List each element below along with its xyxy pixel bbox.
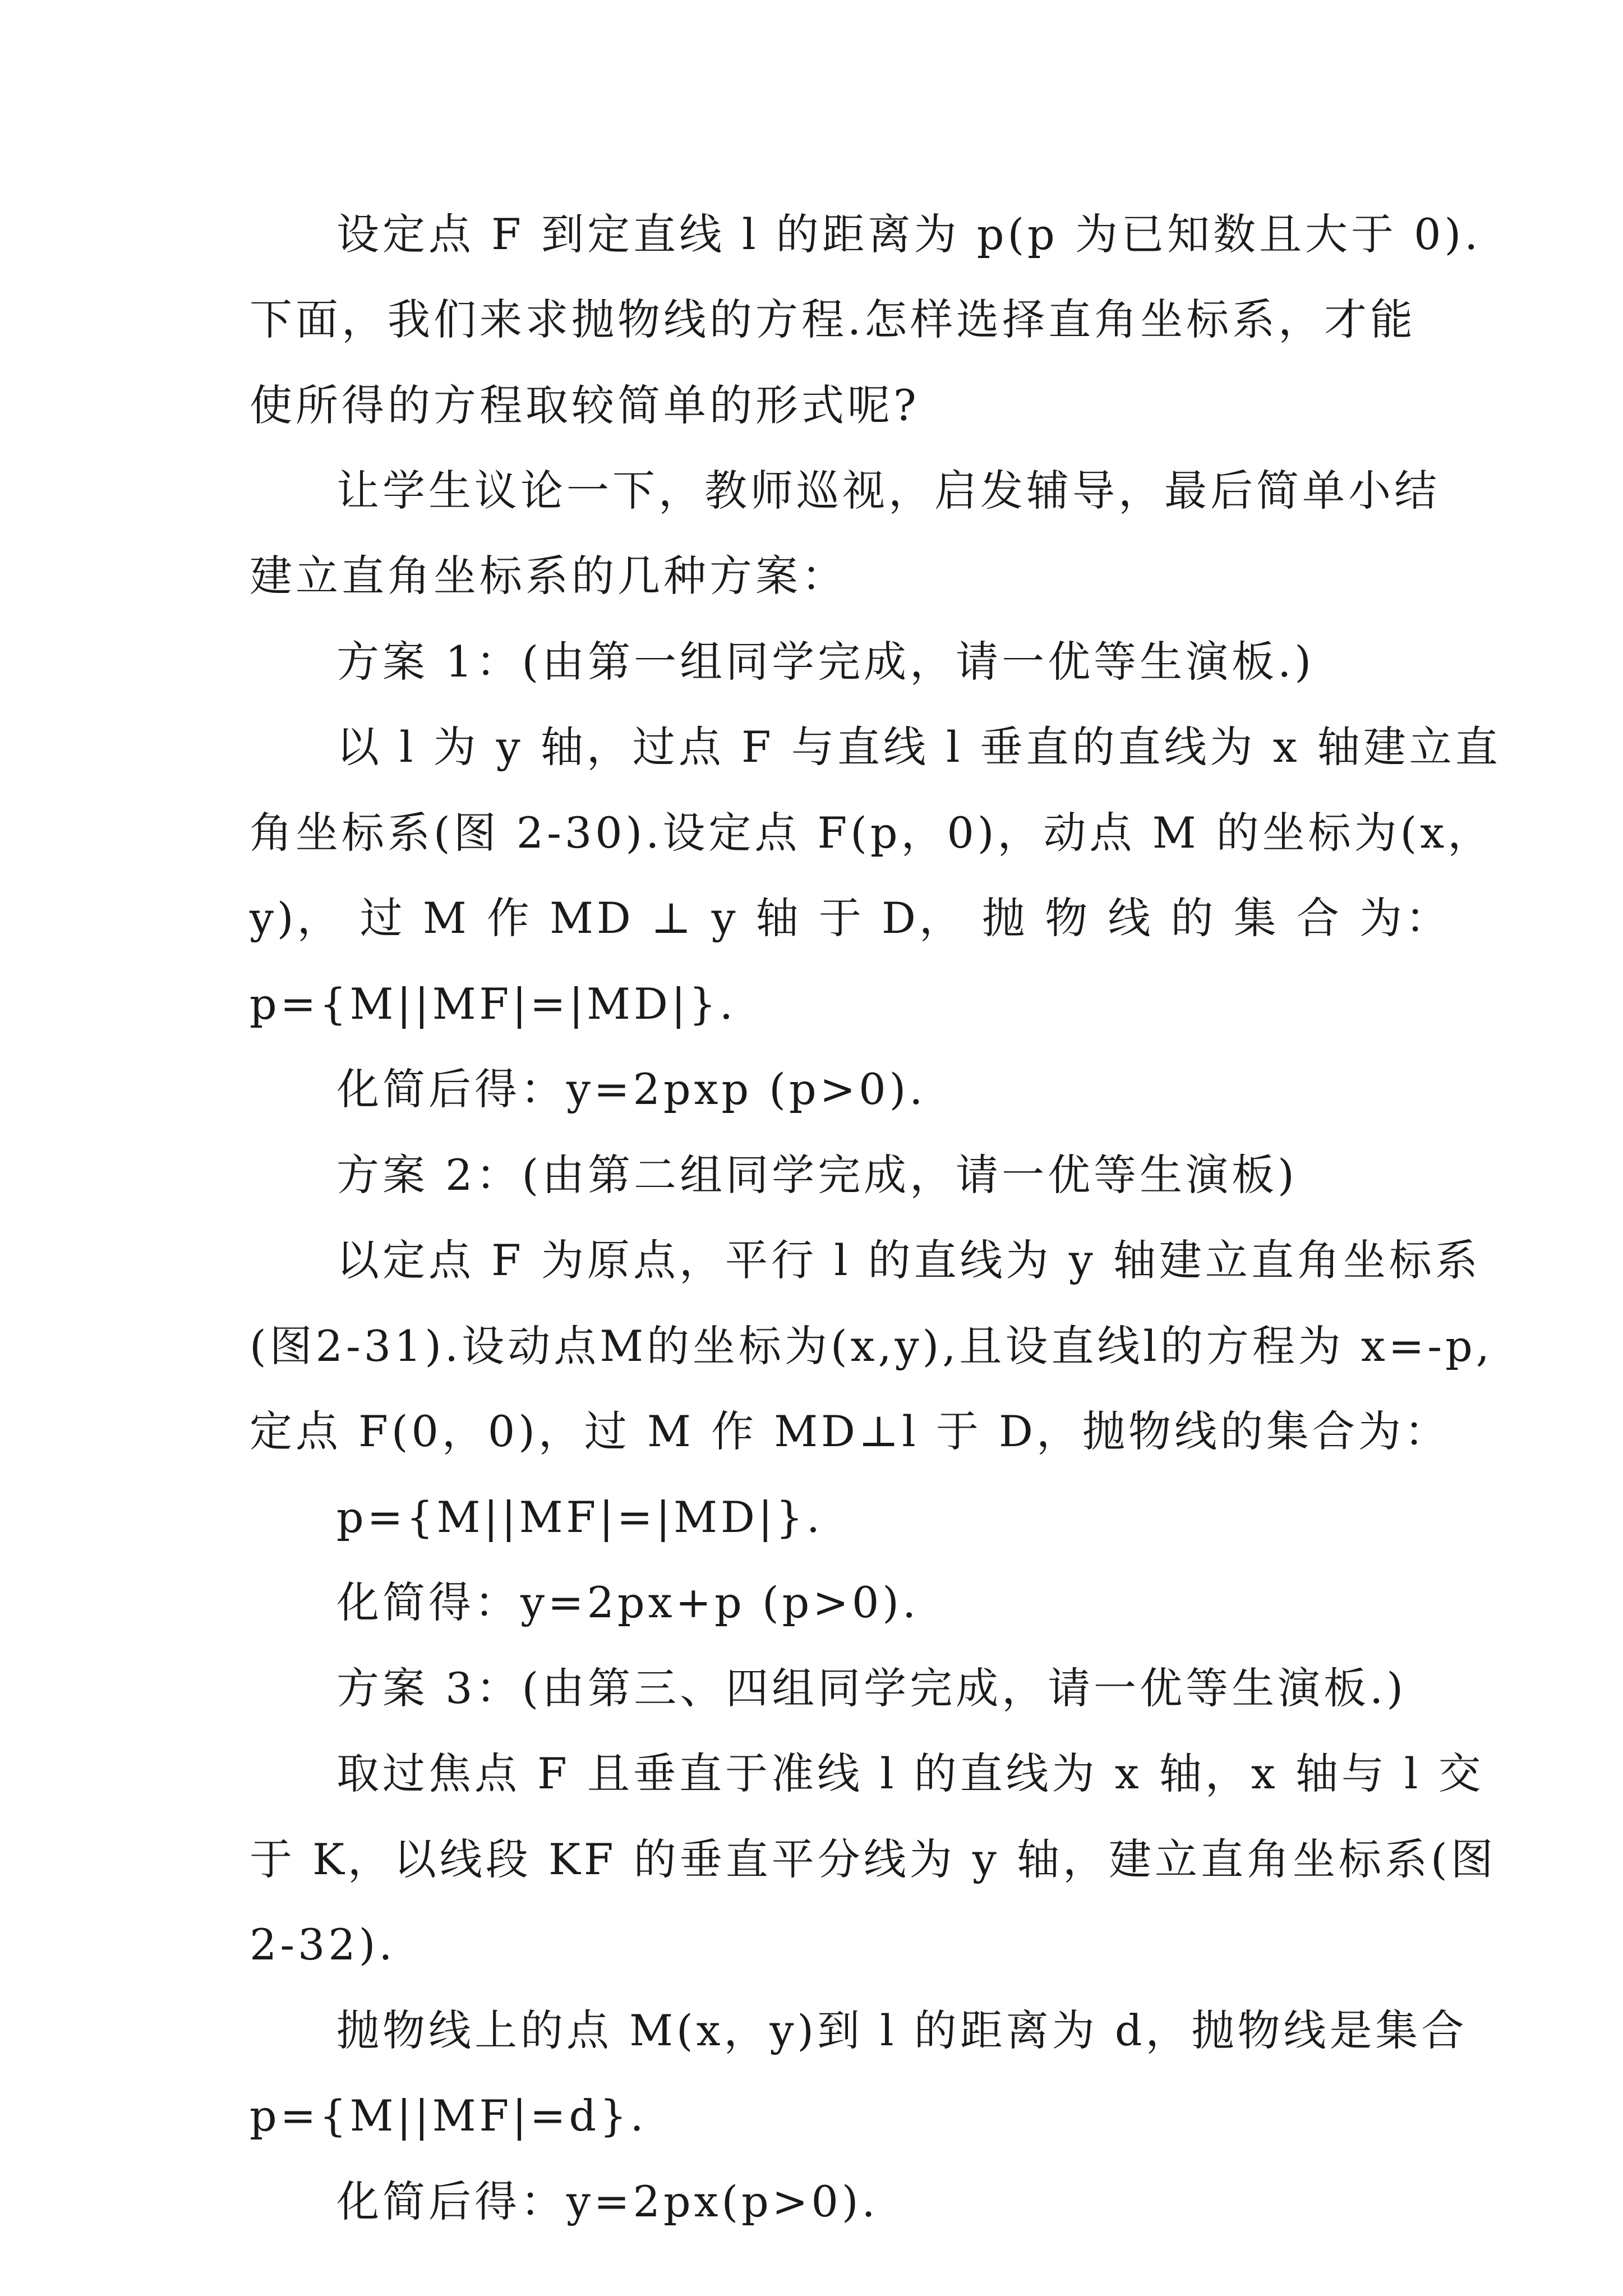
text-line-19: 取过焦点 F 且垂直于准线 l 的直线为 x 轴，x 轴与 l 交 [336, 1749, 1484, 1798]
text-line-22: 抛物线上的点 M(x，y)到 l 的距离为 d，抛物线是集合 [336, 2005, 1468, 2055]
text-line-16: p={M||MF|=|MD|}. [336, 1492, 824, 1542]
text-line-18: 方案 3：(由第三、四组同学完成，请一优等生演板.) [336, 1663, 1407, 1713]
text-line-2: 下面，我们来求抛物线的方程.怎样选择直角坐标系，才能 [250, 295, 1417, 344]
text-line-1: 设定点 F 到定直线 l 的距离为 p(p 为已知数且大于 0). [336, 209, 1482, 259]
text-line-12: 方案 2：(由第二组同学完成，请一优等生演板) [336, 1150, 1298, 1200]
text-line-24: 化简后得：y=2px(p>0). [336, 2177, 879, 2226]
text-line-11: 化简后得：y=2pxp (p>0). [336, 1064, 926, 1114]
text-line-20: 于 K，以线段 KF 的垂直平分线为 y 轴，建立直角坐标系(图 [250, 1834, 1497, 1884]
text-line-7: 以 l 为 y 轴，过点 F 与直线 l 垂直的直线为 x 轴建立直 [336, 722, 1501, 772]
text-line-4: 让学生议论一下，教师巡视，启发辅导，最后简单小结 [336, 466, 1440, 516]
text-line-6: 方案 1：(由第一组同学完成，请一优等生演板.) [336, 637, 1315, 687]
text-line-13: 以定点 F 为原点，平行 l 的直线为 y 轴建立直角坐标系 [336, 1235, 1481, 1285]
text-line-17: 化简得：y=2px+p (p>0). [336, 1577, 920, 1627]
text-line-21: 2-32). [250, 1920, 396, 1970]
text-line-8: 角坐标系(图 2-30).设定点 F(p，0)，动点 M 的坐标为(x， [250, 808, 1494, 858]
text-line-5: 建立直角坐标系的几种方案： [250, 551, 847, 601]
text-line-23: p={M||MF|=d}. [250, 2091, 647, 2141]
text-line-9: y)， 过 M 作 MD ⊥ y 轴 于 D， 抛 物 线 的 集 合 为： [250, 893, 1452, 943]
text-line-14: (图2-31).设动点M的坐标为(x,y),且设直线l的方程为 x=-p, [250, 1321, 1493, 1371]
text-line-3: 使所得的方程取较简单的形式呢? [250, 380, 920, 430]
text-line-15: 定点 F(0，0)，过 M 作 MD⊥l 于 D，抛物线的集合为： [250, 1406, 1450, 1456]
text-line-10: p={M||MF|=|MD|}. [250, 979, 737, 1029]
